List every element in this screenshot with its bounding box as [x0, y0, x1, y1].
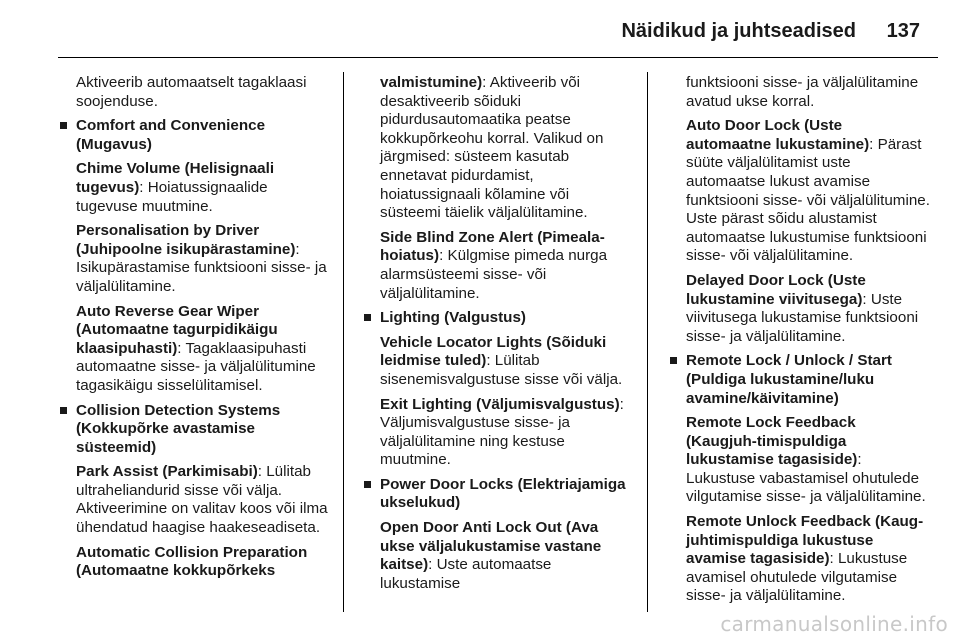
paragraph: Aktiveerib automaatselt tagaklaasi soojenduse.: [76, 74, 307, 110]
bullet-item: [362, 309, 632, 328]
header-rule: [58, 57, 938, 58]
paragraph: funktsiooni sisse- ja väljalülitamine avatud ukse korral.: [686, 74, 919, 110]
bullet-icon: [364, 314, 371, 321]
bullet-item: [668, 352, 930, 408]
bullet-heading: Power Door Locks (Elektriajamiga ukselukud): [380, 475, 626, 512]
definition: : Lülitab ultraheliandurid sisse või välja. Aktiveerimine on valitav koos või ilma ühendatud haagise haakeseadiseta.: [76, 463, 328, 537]
bullet-icon: [60, 122, 67, 129]
term: Auto Reverse Gear Wiper (Automaatne tagurpidikäigu klaasipuhasti): [76, 302, 278, 357]
term: Park Assist (Parkimisabi): [76, 463, 258, 481]
term: Remote Lock Feedback (Kaugjuh-timispuldiga lukustamise tagasiside): [686, 414, 858, 469]
term: valmistumine): [380, 74, 483, 91]
term: Auto Door Lock (Uste automaatne lukustamine): [686, 117, 870, 153]
paragraph: [686, 414, 930, 507]
bullet-heading: Comfort and Convenience (Mugavus): [76, 117, 266, 153]
page-number: 137: [886, 20, 920, 42]
term: Automatic Collision Preparation (Automaatne kokkupõrkeks: [76, 543, 308, 580]
bullet-icon: [60, 407, 67, 414]
column-2: [362, 74, 632, 599]
paragraph: [76, 160, 328, 216]
term: Remote Unlock Feedback (Kaug-juhtimispuldiga lukustuse avamise tagasiside): [686, 513, 924, 568]
definition: : Väljumisvalgustuse sisse- ja väljalülitamine ning kestuse muutmine.: [380, 395, 624, 469]
page-header: [0, 0, 960, 58]
definition: : Hoiatussignaalide tugevuse muutmine.: [76, 178, 268, 215]
watermark: carmanualsonline.info: [720, 612, 948, 636]
term: Vehicle Locator Lights (Sõiduki leidmise tuled): [380, 333, 607, 370]
paragraph: [76, 463, 328, 537]
definition: : Uste viivitusega lukustamise funktsiooni sisse- ja väljalülitamine.: [686, 290, 919, 345]
page-title: Näidikud ja juhtseadised: [621, 20, 856, 42]
definition: : Külgmise pimeda nurga alarmsüsteemi sisse- või väljalülitamine.: [380, 247, 608, 302]
paragraph: [686, 117, 930, 266]
bullet-item: [58, 117, 328, 154]
paragraph: [380, 396, 632, 470]
paragraph: [76, 222, 328, 296]
paragraph: [380, 334, 632, 390]
definition: : Isikupärastamise funktsiooni sisse- ja väljalülitamine.: [76, 240, 327, 295]
definition: : Lülitab sisenemisvalgustuse sisse või välja.: [380, 352, 623, 388]
column-1: [58, 74, 328, 587]
bullet-icon: [670, 357, 677, 364]
bullet-icon: [364, 481, 371, 488]
bullet-item: [58, 402, 328, 458]
term: Personalisation by Driver (Juhipoolne isikupärastamine): [76, 222, 296, 258]
definition: : Lukustuse avamisel ohutulede vilgutamise sisse- ja väljalülitamine.: [686, 550, 908, 605]
paragraph: [380, 229, 632, 303]
term: Delayed Door Lock (Uste lukustamine viivitusega): [686, 271, 866, 308]
bullet-heading: Lighting (Valgustus): [380, 309, 526, 327]
definition: : Lukustuse vabastamisel ohutulede vilgutamise sisse- ja väljalülitamine.: [686, 451, 926, 506]
bullet-heading: Collision Detection Systems (Kokkupõrke avastamise süsteemid): [76, 401, 281, 456]
paragraph: [686, 272, 930, 346]
paragraph: [380, 519, 632, 593]
bullet-heading: Remote Lock / Unlock / Start (Puldiga lukustamine/luku avamine/käivitamine): [686, 352, 892, 407]
column-3: [668, 74, 930, 612]
definition: : Uste automaatse lukustamise: [380, 556, 552, 592]
term: Chime Volume (Helisignaali tugevus): [76, 160, 275, 196]
definition: : Aktiveerib või desaktiveerib sõiduki pidurdusautomaatika peatse kokkupõrkeohu korral. Valikud on järgmised: süsteem kasutab ennetavat pidurdamist, hoiatussignaali kõlamine või süsteemi täielik väljalülitamine.: [380, 74, 604, 222]
definition: : Tagaklaasipuhasti automaatne sisse- ja väljalülitumine tagasikäigu sisselülitamisel.: [76, 339, 316, 394]
term: Open Door Anti Lock Out (Ava ukse väljalukustamise vastane kaitse): [380, 519, 602, 574]
paragraph: [380, 74, 632, 223]
column-divider-2: [647, 72, 648, 612]
definition: : Pärast süüte väljalülitamist uste automaatse lukust avamise funktsiooni sisse- või väljalülitumine. Uste pärast sõidu alustamist automaatse lukustumise funktsiooni sisse- või väljalülitamine.: [686, 135, 930, 265]
term: Side Blind Zone Alert (Pimeala-hoiatus): [380, 228, 605, 265]
term: Exit Lighting (Väljumisvalgustus): [380, 395, 620, 413]
paragraph: [686, 513, 930, 606]
bullet-item: [362, 476, 632, 513]
paragraph: [76, 303, 328, 396]
paragraph: [76, 544, 328, 581]
column-divider-1: [343, 72, 344, 612]
